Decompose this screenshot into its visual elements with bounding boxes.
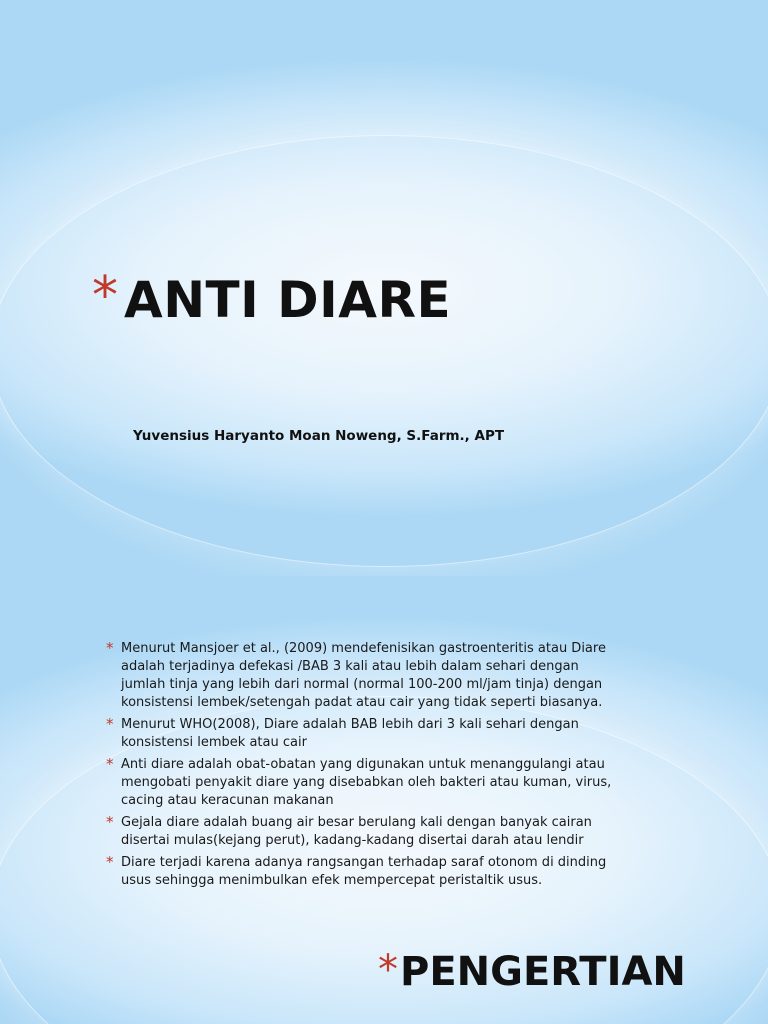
asterisk-icon: * <box>106 715 114 733</box>
list-item <box>106 814 626 850</box>
bullet-text: Anti diare adalah obat-obatan yang digunakan untuk menanggulangi atau mengobati penyakit diare yang disebabkan oleh bakteri atau kuman, virus, cacing atau keracunan makanan <box>121 757 612 808</box>
background-ellipse <box>0 135 768 567</box>
list-item <box>106 716 626 752</box>
bullet-list <box>106 640 626 894</box>
asterisk-icon: * <box>92 266 118 326</box>
title-row <box>92 268 451 333</box>
asterisk-icon: * <box>106 755 114 773</box>
asterisk-icon: * <box>378 947 398 993</box>
asterisk-icon: * <box>106 813 114 831</box>
asterisk-icon: * <box>106 853 114 871</box>
heading-row <box>378 948 686 996</box>
bullet-text: Menurut WHO(2008), Diare adalah BAB lebih dari 3 kali sehari dengan konsistensi lembek atau cair <box>121 717 579 750</box>
list-item <box>106 640 626 712</box>
asterisk-icon: * <box>106 639 114 657</box>
author-subtitle: Yuvensius Haryanto Moan Noweng, S.Farm., APT <box>133 428 505 444</box>
slide-title-text: ANTI DIARE <box>124 271 452 329</box>
bullet-text: Menurut Mansjoer et al., (2009) mendefenisikan gastroenteritis atau Diare adalah terjadinya defekasi /BAB 3 kali atau lebih dalam sehari dengan jumlah tinja yang lebih dari normal (normal 100-200 ml/jam tinja) dengan konsistensi lembek/setengah padat atau cair yang tidak seperti biasanya. <box>121 641 606 710</box>
bullet-text: Gejala diare adalah buang air besar berulang kali dengan banyak cairan disertai mulas(kejang perut), kadang-kadang disertai darah atau lendir <box>121 815 592 848</box>
list-item <box>106 854 626 890</box>
section-heading: PENGERTIAN <box>400 949 686 995</box>
bullet-text: Diare terjadi karena adanya rangsangan terhadap saraf otonom di dinding usus sehingga menimbulkan efek mempercepat peristaltik usus. <box>121 855 607 888</box>
list-item <box>106 756 626 810</box>
slide-definition <box>0 576 768 1024</box>
